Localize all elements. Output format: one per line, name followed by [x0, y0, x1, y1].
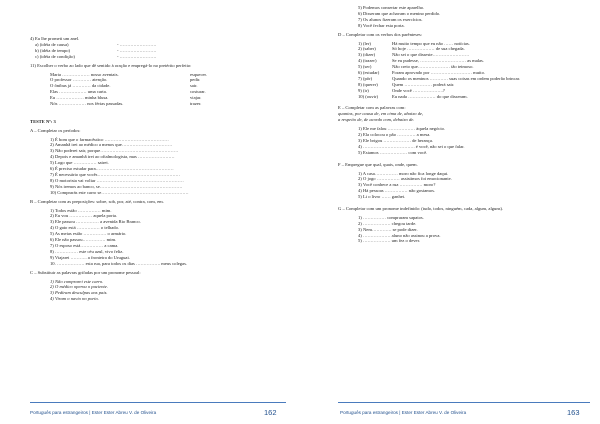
section-g-item: 1) …………… compraram sapatos. — [358, 214, 424, 220]
section-d-item: 2) (saber) Só hoje ……………… de sua chegada. — [358, 46, 465, 52]
section-a-item: 3) Não poderei sair, porque…………………………………………… — [50, 148, 179, 154]
section-f-heading: F – Empregue que qual, quais, onde, quem. — [338, 161, 418, 167]
section-d-item: 4) (trazer) Se eu pudesse, ………………………… as malas. — [358, 58, 484, 64]
section-d-item: 8) (querer) Quem ……………… poderá sair. — [358, 81, 455, 87]
section-g-item: 3) Nem…………. se pode dizer. — [358, 226, 418, 232]
section-c-item: 2) O médico operou o paciente. — [50, 284, 109, 290]
section-d-item: 3) (dizer) Não sei o que disseste…………………… — [358, 52, 470, 58]
section-c-item: 6) Disseram que achavam o menino perdido. — [358, 10, 441, 16]
section-e-word-list: a respeito de, de acordo com, debaixo de. — [338, 117, 415, 123]
section-a-item: 2) Amanhã irei ao médico a menos que…………………………… — [50, 142, 173, 148]
section-b-item: 2) Eu vou …………… aquela porta. — [50, 213, 118, 219]
q4-heading: 4) Eu lhe prometi um anel. — [30, 36, 80, 41]
page-left-content — [30, 36, 284, 302]
footer-divider — [30, 402, 286, 403]
section-b-item: 8) …………… este céu azul, vivo feliz. — [50, 248, 124, 254]
q11-item: Elas ……………… uma carta. costurar. — [50, 89, 206, 95]
section-a-item: 9) Nós iremos ao banco, se……………………………………………… — [50, 183, 183, 189]
section-a-item: 10) Comprarás este carro se………………………………………………… — [50, 189, 189, 195]
section-g-item: 4) ……………… aluno não assinou a prova. — [358, 232, 441, 238]
q11-item: Eu ……………… minha blusa. viajar. — [50, 95, 202, 101]
section-c-item: 3) Pediram desculpas aos pais. — [50, 290, 108, 296]
q11-item: O ônibus já ………… da cidade. sair. — [50, 83, 198, 89]
section-b-item: 3) Ele passou …………… a avenida Rio Branco. — [50, 219, 141, 225]
q4-item: b) (idéia de tempo) - …………………… — [35, 47, 157, 53]
section-c-item: 4) Viram o navio no porto. — [50, 296, 99, 302]
q4-item: a) (idéia de causa) - …………………… — [35, 41, 157, 47]
section-e-item: 1) Ele me falou ……………… àquela negócio. — [358, 126, 446, 132]
section-f-item: 3) Você conhece a rua …………… moro? — [358, 182, 436, 188]
section-e-word-list: quantos, por causa de, em cima de, abaixo de, — [338, 111, 424, 117]
section-a-heading: A – Completar os períodos: — [30, 127, 81, 133]
page-number: 163 — [567, 408, 580, 417]
section-g-item: 5) ……………… um fez o dever. — [358, 238, 421, 244]
section-g-heading: G – Completar com um pronome indefinido: (tudo, todos, ninguém, cada, algum, alguns). — [338, 205, 504, 211]
section-b-item: 9) Viajarei ……….. a fronteira do Uruguai. — [50, 254, 130, 260]
footer-divider — [338, 402, 590, 403]
q11-item: Nós ……………… nos férias passadas. trazer. — [50, 101, 202, 107]
section-c-heading: C – Substituir as palavras grifadas por um pronome pessoal: — [30, 269, 141, 275]
section-d-item: 6) (estudar) Foram aprovado por ……………………… muito. — [358, 70, 486, 76]
section-d-item: 5) (ser) Não creio que………………… tão teimoso. — [358, 64, 474, 70]
footer-text: Português para estrangeiros | Ester Ester Abreu V. de Oliveira — [340, 410, 467, 415]
page-right — [300, 0, 600, 424]
section-f-item: 2) O jogo …………… assistimos foi emocionante. — [358, 176, 452, 182]
test-title: TESTE Nº: 3 — [30, 118, 56, 124]
section-c-item: 1) Não comprarei este carro. — [50, 278, 104, 284]
section-b-item: 4) O gato está …………… o telhado. — [50, 225, 120, 231]
section-a-item: 1) É bom que o farmacêutico …………………………………… — [50, 136, 169, 142]
section-c-item: 7) Os alunos fizeram os exercícios. — [358, 16, 423, 22]
section-d-item: 10) (ouvir) Eu nada ……………… do que disseram. — [358, 93, 468, 99]
section-b-item: 10. ……………… esta rua, para todos os dias ……………. meus colegas. — [50, 260, 188, 266]
section-f-item: 5) Li o livro …… ganhei. — [358, 194, 406, 200]
section-e-item: 3) Ele brigou ……………… de herança. — [358, 138, 434, 144]
footer-text: Português para estrangeiros | Ester Ester Abreu V. de Oliveira — [30, 410, 157, 415]
section-d-item: 1) (ler) Há muito tempo que eu não …… notícias. — [358, 40, 470, 46]
section-c-item: 5) Podemos consertar este aparelho. — [358, 5, 425, 10]
section-e-item: 2) Ela colocou o pão ………… a mesa. — [358, 132, 431, 138]
q11-heading: 11) Escolher o verbo ao lado que dê sentido à oração e empregá-lo no pretérito perfeito: — [30, 62, 192, 68]
section-d-heading: D – Completar com os verbos dos parênteses: — [338, 31, 423, 37]
section-c-item: 8) Você fechar esta porta. — [358, 22, 405, 28]
section-e-item: 5) Estamos ……………… com você. — [358, 149, 428, 155]
section-a-item: 5) Logo que …………… sairei. — [50, 160, 109, 166]
section-b-item: 1) Todos estão …………… mim. — [50, 207, 112, 213]
section-b-item: 6) Ele não passou…………… mim. — [50, 237, 117, 243]
section-e-item: 4) ……………………………. é você, não sei o que falar. — [358, 143, 465, 149]
section-g-item: 2) ……………… chegou tarde. — [358, 220, 417, 226]
section-d-item: 7) (pôr) Quando os meninos ………… suas coisas em ordem poderão brincar. — [358, 75, 521, 81]
section-e-heading: E – Completar com as palavras com: — [338, 105, 406, 111]
section-b-item: 5) As meias estão …………… o armário. — [50, 231, 127, 237]
section-b-item: 7) O esposo está…………… a cama. — [50, 242, 119, 248]
section-f-item: 4) Há pessoas …………… não gostamos. — [358, 188, 436, 194]
section-d-item: 9) (ir) Onde você ………………..? — [358, 87, 445, 93]
q11-item: O professor ………… atenção. pedir. — [50, 77, 201, 83]
section-f-item: 1) A casa…………… moro não fica longe daqui. — [358, 170, 449, 176]
page-number: 162 — [264, 408, 277, 417]
section-a-item: 6) É preciso estudar para…………………………………………… — [50, 166, 174, 172]
q4-item: c) (idéia de condição) - …………………… — [35, 53, 157, 59]
q11-item: Maria ……………… nosso aventais. esquecer. — [50, 71, 207, 77]
section-a-item: 4) Depois e amanhã irei ao oftalmologista, mas …………………… — [50, 154, 175, 160]
section-a-item: 8) O motorista vai voltar ………………………………………………… — [50, 177, 184, 183]
section-a-item: 7) É necessário que vocês……………………………………………… — [50, 172, 181, 177]
page-right-content — [338, 5, 586, 244]
section-b-heading: B – Completar com as preposições: sobre, sob, por, até, contra, com, em. — [30, 198, 164, 204]
